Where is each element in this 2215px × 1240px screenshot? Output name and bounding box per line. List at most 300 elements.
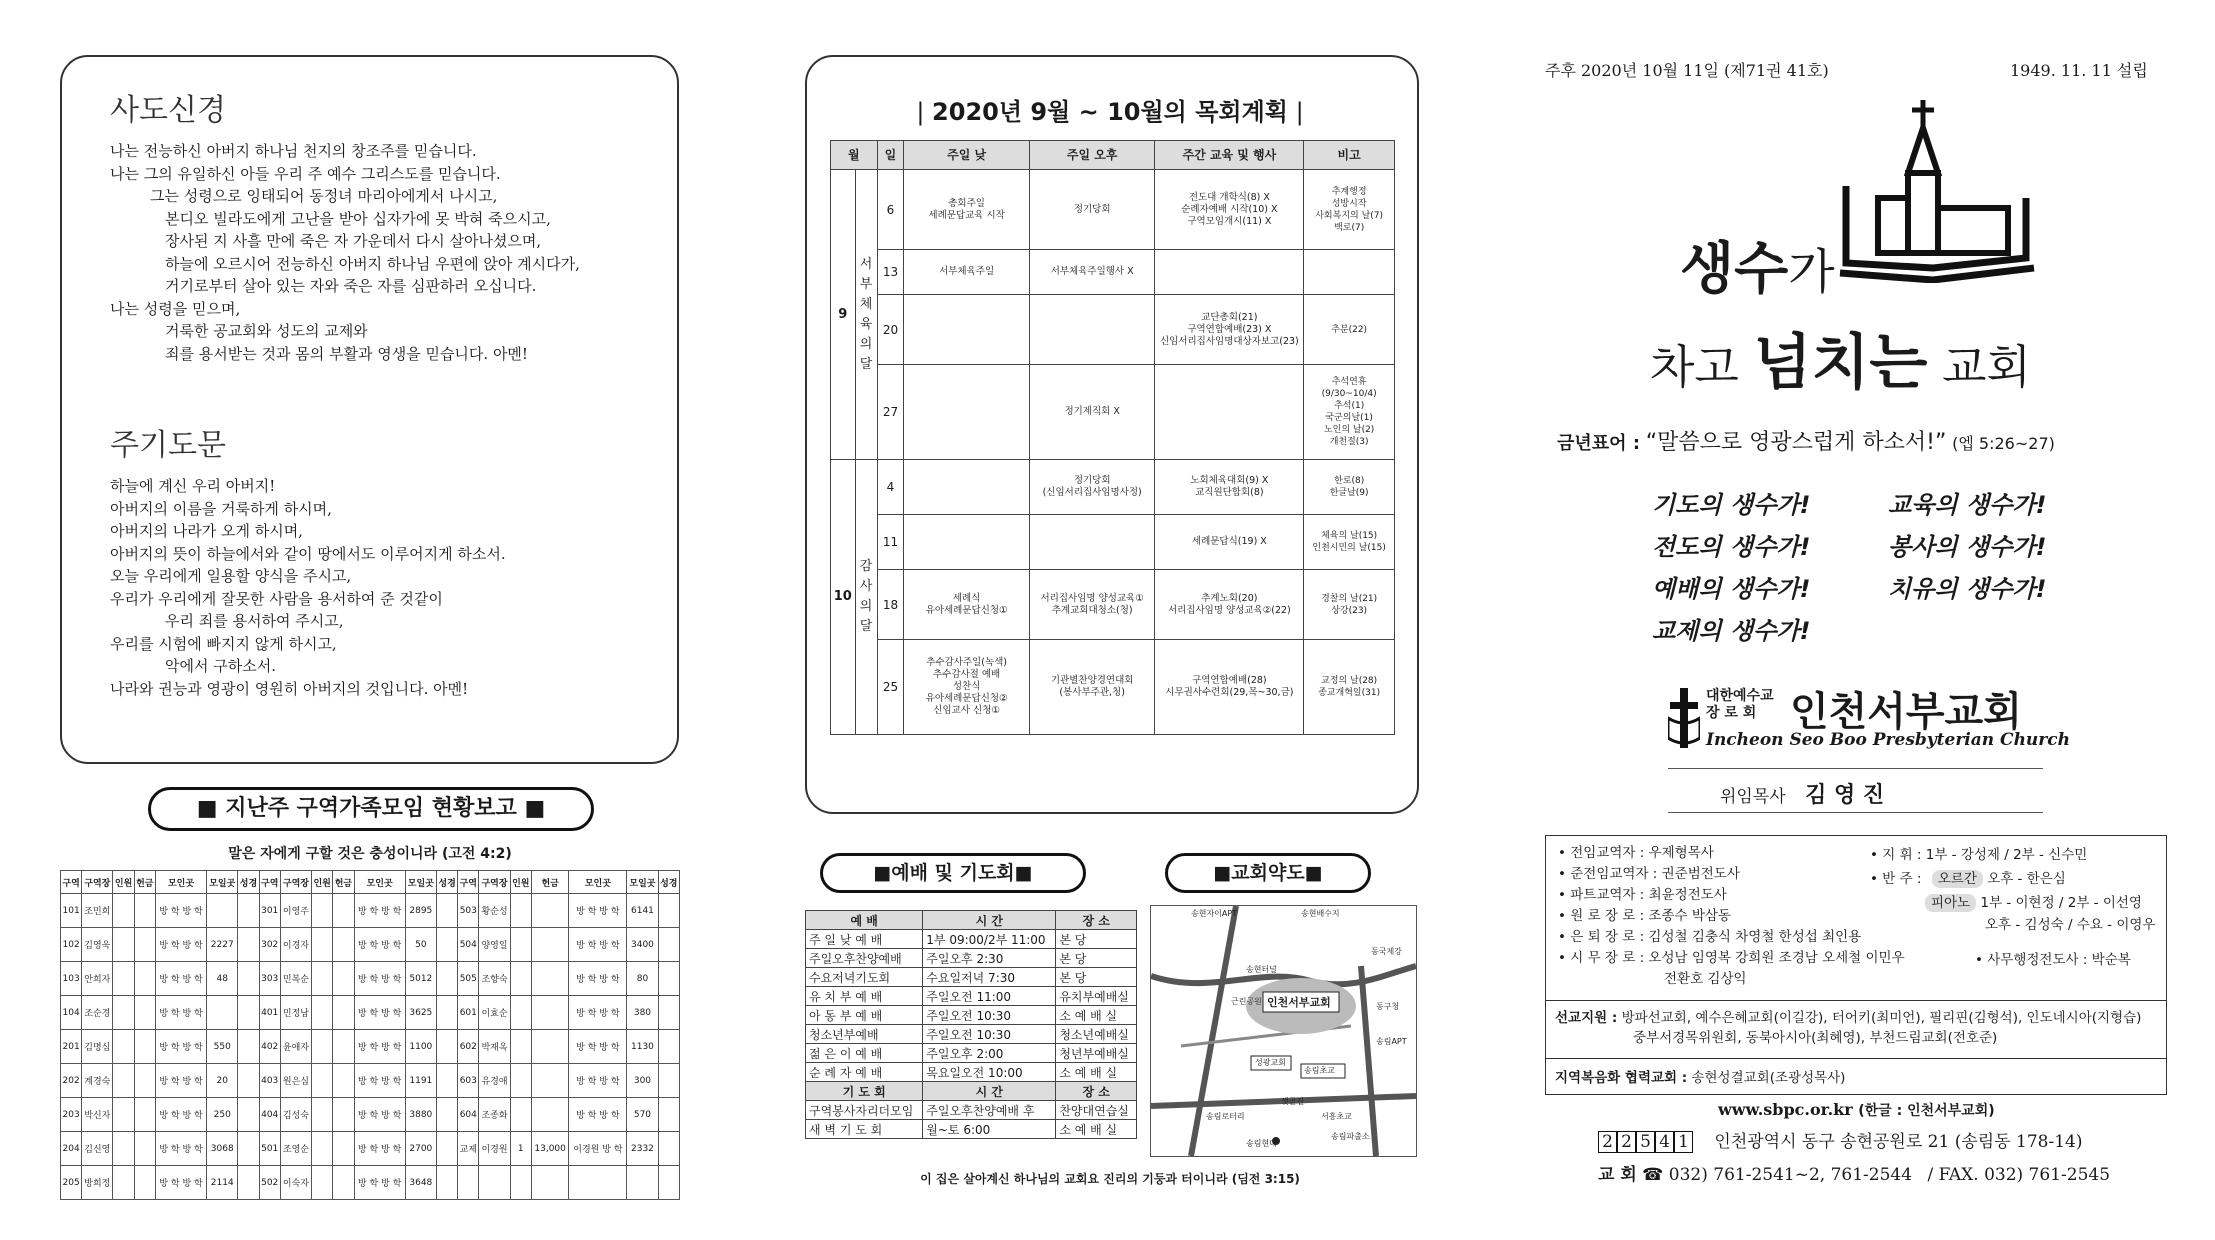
report-cell: 방 학 방 학 <box>155 1064 206 1098</box>
report-cell: 방 학 방 학 <box>354 1166 405 1200</box>
church-name: 인천서부교회 <box>1790 689 2022 735</box>
worship-row <box>806 987 1137 1006</box>
report-cell: 303 <box>259 962 280 996</box>
report-cell: 계경숙 <box>82 1064 113 1098</box>
address-text: 인천광역시 동구 송현공원로 21 (송림동 178-14) <box>1714 1132 2083 1152</box>
plan-month: 10 <box>831 460 856 735</box>
plan-header-cell: 월 <box>831 141 878 170</box>
report-header-cell: 헌금 <box>134 871 155 894</box>
motto <box>1557 425 2055 456</box>
report-cell <box>531 928 569 962</box>
map-label: 서흥초교 <box>1321 1112 1352 1121</box>
plan-note-cell: 추계행정 성방시작 사회복지의 날(7) 백로(7) <box>1304 170 1395 250</box>
slogan-ga: 가 <box>1788 244 1835 300</box>
report-cell: 방 학 방 학 <box>155 928 206 962</box>
worship-cell: 소 예 배 실 <box>1056 1006 1137 1025</box>
report-cell <box>113 1064 134 1098</box>
map-label: 송현자이APT <box>1191 909 1238 918</box>
staff-accompanist-label: • 반 주 : <box>1870 871 1922 887</box>
motto-label: 금년표어 : <box>1557 433 1641 454</box>
mission-divider <box>1545 1058 2167 1059</box>
map-label: 송현터널 <box>1246 965 1277 974</box>
report-cell <box>333 996 354 1030</box>
plan-row <box>831 460 1395 515</box>
report-cell: 윤애자 <box>280 1030 311 1064</box>
worship-cell: 주일오후 2:30 <box>923 949 1056 968</box>
cry-item: 예배의 생수가! <box>1652 575 1811 603</box>
report-header-cell: 성경 <box>238 871 259 894</box>
staff-divider <box>1545 1000 2167 1001</box>
motto-ref: (엡 5:26~27) <box>1952 434 2055 453</box>
cry-item: 교육의 생수가! <box>1888 491 2047 519</box>
worship-cell: 시 간 <box>923 1082 1056 1101</box>
worship-cell: 유 치 부 예 배 <box>806 987 923 1006</box>
report-cell <box>312 894 333 928</box>
staff-line: 전환호 김상익 <box>1664 971 1747 987</box>
report-cell: 황순성 <box>479 894 510 928</box>
report-cell <box>238 928 259 962</box>
report-cell: 방 학 방 학 <box>354 1064 405 1098</box>
worship-footer: 이 집은 살아계신 하나님의 교회요 진리의 기둥과 터이니라 (딤전 3:15) <box>920 1172 1300 1186</box>
report-row <box>61 894 680 928</box>
creed-line: 나는 성령을 믿으며, <box>110 299 241 318</box>
report-cell <box>238 962 259 996</box>
plan-month-theme: 감사의달 <box>855 460 877 735</box>
plan-pm-cell: 정기당회 (신임서리집사임명사정) <box>1029 460 1155 515</box>
plan-am-cell: 서부체육주일 <box>904 250 1030 295</box>
report-row <box>61 1030 680 1064</box>
church-book-icon <box>1838 98 2036 283</box>
report-cell <box>238 1030 259 1064</box>
report-cell: 방 학 방 학 <box>569 894 627 928</box>
prayer-line: 아버지의 나라가 오게 하시며, <box>110 522 303 540</box>
prayer-title: 주기도문 <box>110 428 226 463</box>
report-cell: 50 <box>405 928 436 962</box>
report-cell: 조민희 <box>82 894 113 928</box>
zip-digit: 2 <box>1598 1131 1617 1153</box>
map-label: 송림APT <box>1376 1037 1407 1046</box>
plan-am-cell <box>904 365 1030 460</box>
report-cell: 유경애 <box>479 1064 510 1098</box>
plan-day-cell: 11 <box>877 515 904 570</box>
report-cell: 604 <box>458 1098 479 1132</box>
map-label: 성광교회 <box>1255 1058 1286 1067</box>
report-cell: 방 학 방 학 <box>354 996 405 1030</box>
plan-pm-cell <box>1029 295 1155 365</box>
report-cell: 민복순 <box>280 962 311 996</box>
report-header-cell: 모인곳 <box>569 871 627 894</box>
worship-cell: 1부 09:00/2부 11:00 <box>923 930 1056 949</box>
report-cell: 501 <box>259 1132 280 1166</box>
prayer-line: 하늘에 계신 우리 아버지! <box>110 477 276 495</box>
report-cell: 김영욱 <box>82 928 113 962</box>
report-cell: 102 <box>61 928 82 962</box>
worship-cell: 수요일저녁 7:30 <box>923 968 1056 987</box>
report-cell <box>207 894 238 928</box>
report-cell <box>658 996 679 1030</box>
plan-note-cell <box>1304 250 1395 295</box>
report-cell <box>113 894 134 928</box>
church-map <box>1150 905 1417 1157</box>
report-header-cell: 구역장 <box>479 871 510 894</box>
plan-day-cell: 13 <box>877 250 904 295</box>
report-header-cell: 헌금 <box>333 871 354 894</box>
zip-digit: 1 <box>1674 1131 1693 1153</box>
plan-note-cell: 추석연휴 (9/30~10/4) 추석(1) 국군의날(1) 노인의 날(2) 개천절(3) <box>1304 365 1395 460</box>
worship-row <box>806 1120 1137 1139</box>
report-cell <box>134 1098 155 1132</box>
denomination-line1: 대한예수교 <box>1706 688 1774 704</box>
creed-title: 사도신경 <box>110 93 226 128</box>
report-cell: 300 <box>627 1064 658 1098</box>
denomination <box>1706 688 1774 722</box>
plan-pm-cell: 기관별찬양경연대회 (봉사부주관,청) <box>1029 640 1155 735</box>
worship-cell: 순 례 자 예 배 <box>806 1063 923 1082</box>
report-cell <box>436 1132 457 1166</box>
creed-line: 거룩한 공교회와 성도의 교제와 <box>165 322 368 340</box>
report-cell: 570 <box>627 1098 658 1132</box>
church-english: Incheon Seo Boo Presbyterian Church <box>1706 730 2070 750</box>
map-label: 송림파출소 <box>1331 1132 1370 1141</box>
report-cell: 방 학 방 학 <box>569 962 627 996</box>
report-cell <box>658 962 679 996</box>
prayer-line: 오늘 우리에게 일용할 양식을 주시고, <box>110 567 352 585</box>
creed-text <box>110 140 580 365</box>
report-cell: 1130 <box>627 1030 658 1064</box>
report-cell <box>312 996 333 1030</box>
report-cell: 김신영 <box>82 1132 113 1166</box>
worship-row <box>806 949 1137 968</box>
staff-line: • 파트교역자 : 최윤정전도사 <box>1558 887 1727 903</box>
report-cell: 250 <box>207 1098 238 1132</box>
report-cell: 방 학 방 학 <box>155 1166 206 1200</box>
plan-week-cell: 구역연합예배(28) 시무권사수련회(29,목~30,금) <box>1155 640 1304 735</box>
report-cell: 203 <box>61 1098 82 1132</box>
worship-cell: 찬양대연습실 <box>1056 1101 1137 1120</box>
report-cell <box>658 1098 679 1132</box>
address-line <box>1598 1127 2082 1153</box>
plan-note-cell: 체육의 날(15) 인천시민의 날(15) <box>1304 515 1395 570</box>
report-cell: 204 <box>61 1132 82 1166</box>
plan-title-text: 2020년 9월 ~ 10월의 목회계획 <box>932 98 1288 126</box>
mission-label: 선교지원 : <box>1555 1010 1618 1026</box>
report-cell: 1191 <box>405 1064 436 1098</box>
report-cell <box>312 1166 333 1200</box>
report-cell: 302 <box>259 928 280 962</box>
report-cell <box>531 1166 569 1200</box>
worship-cell: 주 일 낮 예 배 <box>806 930 923 949</box>
report-cell: 3400 <box>627 928 658 962</box>
report-cell: 박재옥 <box>479 1030 510 1064</box>
creed-line: 하늘에 오르시어 전능하신 아버지 하나님 우편에 앉아 계시다가, <box>165 254 580 273</box>
map-title: ■교회약도■ <box>1165 853 1371 893</box>
prayer-text <box>110 475 506 700</box>
zip-digit: 2 <box>1617 1131 1636 1153</box>
report-table <box>60 870 680 1200</box>
plan-header-cell: 일 <box>877 141 904 170</box>
phone-icon: ☎ <box>1642 1165 1664 1185</box>
map-label: 동구청 <box>1376 1002 1400 1011</box>
worship-cell: 주일오후찬양예배 <box>806 949 923 968</box>
report-cell <box>333 1064 354 1098</box>
report-cell: 48 <box>207 962 238 996</box>
report-cell: 방 학 방 학 <box>569 1064 627 1098</box>
mission <box>1555 1008 2141 1048</box>
report-cell: 방 학 방 학 <box>354 1098 405 1132</box>
slogan-line2 <box>1650 315 2031 401</box>
plan-row <box>831 570 1395 640</box>
cry-item: 기도의 생수가! <box>1652 491 1811 519</box>
report-cell: 205 <box>61 1166 82 1200</box>
report-header-cell: 성경 <box>658 871 679 894</box>
plan-header-cell: 주일 오후 <box>1029 141 1155 170</box>
plan-week-cell: 추계노회(20) 서리집사임명 양성교육②(22) <box>1155 570 1304 640</box>
organ-badge: 오르간 <box>1932 870 1983 888</box>
plan-month-theme: 서부체육의달 <box>855 170 877 460</box>
report-header-cell: 인원 <box>113 871 134 894</box>
report-cell: 602 <box>458 1030 479 1064</box>
report-cell <box>134 1132 155 1166</box>
report-cell <box>531 1098 569 1132</box>
fax-number: / FAX. 032) 761-2545 <box>1927 1165 2111 1185</box>
pastor-label: 위임목사 <box>1720 787 1786 807</box>
slogan-overflow: 넘치는 <box>1753 328 1928 398</box>
report-cell: 503 <box>458 894 479 928</box>
report-cell <box>458 1166 479 1200</box>
report-cell <box>658 894 679 928</box>
worship-cell: 소 예 배 실 <box>1056 1120 1137 1139</box>
partner-text: 송현성결교회(조광성목사) <box>1691 1070 1846 1086</box>
plan-week-cell <box>1155 365 1304 460</box>
report-cell <box>510 1064 531 1098</box>
report-cell <box>333 1098 354 1132</box>
worship-row <box>806 1044 1137 1063</box>
plan-note-cell: 추분(22) <box>1304 295 1395 365</box>
phone-line <box>1598 1160 2110 1185</box>
report-cell: 방 학 방 학 <box>155 894 206 928</box>
worship-cell: 본 당 <box>1056 968 1137 987</box>
report-cell: 원은심 <box>280 1064 311 1098</box>
staff-accompanist <box>1870 867 2066 887</box>
slogan-church: 교회 <box>1927 340 2031 394</box>
plan-row <box>831 640 1395 735</box>
plan-week-cell <box>1155 250 1304 295</box>
report-cell: 민정남 <box>280 996 311 1030</box>
report-cell: 이영주 <box>280 894 311 928</box>
report-cell <box>113 1098 134 1132</box>
worship-header-row <box>806 1082 1137 1101</box>
zip-digit: 4 <box>1655 1131 1674 1153</box>
piano-badge: 피아노 <box>1925 894 1976 912</box>
report-cell: 조영순 <box>280 1132 311 1166</box>
prayer-line: 악에서 구하소서. <box>165 657 276 675</box>
report-row <box>61 962 680 996</box>
report-cell: 방 학 방 학 <box>569 1098 627 1132</box>
report-cell <box>658 1064 679 1098</box>
plan-week-cell: 세례문답식(19) X <box>1155 515 1304 570</box>
report-cell: 601 <box>458 996 479 1030</box>
mission-text: 방파선교회, 예수은혜교회(이길강), 터어키(최미언), 필리핀(김형석), 인도네시아(지형습) <box>1621 1010 2142 1026</box>
report-cell <box>436 1098 457 1132</box>
report-cell <box>113 996 134 1030</box>
worship-row <box>806 930 1137 949</box>
phone-label: 교 회 <box>1598 1165 1637 1185</box>
report-cell: 박신자 <box>82 1098 113 1132</box>
worship-cell: 청년부예배실 <box>1056 1044 1137 1063</box>
report-cell <box>238 1098 259 1132</box>
pastor-divider <box>1668 768 2043 769</box>
website-kr: (한글 : 인천서부교회) <box>1858 1103 1995 1119</box>
prayer-line: 아버지의 뜻이 하늘에서와 같이 땅에서도 이루어지게 하소서. <box>110 544 506 563</box>
founded-date: 1949. 11. 11 설립 <box>2010 61 2148 80</box>
plan-week-cell: 노회체육대회(9) X 교직원단합회(8) <box>1155 460 1304 515</box>
report-cell <box>510 1098 531 1132</box>
report-cell: 이효순 <box>479 996 510 1030</box>
report-title: ■ 지난주 구역가족모임 현황보고 ■ <box>148 787 594 831</box>
plan-row <box>831 170 1395 250</box>
plan-day-cell: 20 <box>877 295 904 365</box>
report-cell <box>479 1166 510 1200</box>
worship-cell: 수요저녁기도회 <box>806 968 923 987</box>
cry-item: 치유의 생수가! <box>1888 575 2047 603</box>
partner-label: 지역복음화 협력교회 : <box>1555 1070 1688 1086</box>
cry-item: 전도의 생수가! <box>1652 533 1811 561</box>
report-cell <box>436 1064 457 1098</box>
report-header-cell: 인원 <box>510 871 531 894</box>
report-cell <box>113 962 134 996</box>
report-cell: 504 <box>458 928 479 962</box>
report-cell: 20 <box>207 1064 238 1098</box>
plan-note-cell: 교정의 날(28) 종교개혁일(31) <box>1304 640 1395 735</box>
report-cell <box>510 996 531 1030</box>
report-cell: 이경원 <box>479 1132 510 1166</box>
worship-cell: 아 동 부 예 배 <box>806 1006 923 1025</box>
report-cell <box>113 1132 134 1166</box>
report-cell: 방 학 방 학 <box>354 894 405 928</box>
report-cell: 방 학 방 학 <box>354 1132 405 1166</box>
report-verse: 말은 자에게 구할 것은 충성이니라 (고전 4:2) <box>228 846 512 862</box>
report-cell: 이경원 방 학 <box>569 1132 627 1166</box>
report-cell <box>134 1166 155 1200</box>
report-cell: 방 학 방 학 <box>569 928 627 962</box>
map-label: 동국제강 <box>1371 947 1402 956</box>
report-cell <box>569 1166 627 1200</box>
creed-line: 거기로부터 살아 있는 자와 죽은 자를 심판하러 오십니다. <box>165 277 537 295</box>
plan-day-cell: 25 <box>877 640 904 735</box>
plan-note-cell: 경찰의 날(21) 상강(23) <box>1304 570 1395 640</box>
report-cell: 방 학 방 학 <box>569 996 627 1030</box>
website <box>1718 1100 1995 1120</box>
report-row <box>61 928 680 962</box>
report-cell <box>312 1030 333 1064</box>
website-url[interactable]: www.sbpc.or.kr <box>1718 1100 1853 1119</box>
plan-am-cell <box>904 295 1030 365</box>
report-cell <box>113 1030 134 1064</box>
staff-piano-line2: 오후 - 김성숙 / 수요 - 이영우 <box>1985 917 2156 933</box>
plan-header-cell: 비고 <box>1304 141 1395 170</box>
report-cell: 101 <box>61 894 82 928</box>
report-cell <box>658 1132 679 1166</box>
report-cell: 조순경 <box>82 996 113 1030</box>
worship-cell: 목요일오전 10:00 <box>923 1063 1056 1082</box>
report-cell <box>134 894 155 928</box>
plan-header-cell: 주일 낮 <box>904 141 1030 170</box>
report-cell <box>531 1064 569 1098</box>
report-cell: 방 학 방 학 <box>569 1030 627 1064</box>
creed-line: 그는 성령으로 잉태되어 동정녀 마리아에게서 나시고, <box>150 187 498 205</box>
report-cell: 103 <box>61 962 82 996</box>
worship-cell: 청소년예배실 <box>1056 1025 1137 1044</box>
report-header-cell: 모인곳 <box>155 871 206 894</box>
report-cell <box>134 1030 155 1064</box>
report-cell: 이경자 <box>280 928 311 962</box>
report-cell: 505 <box>458 962 479 996</box>
plan-am-cell: 세례식 유아세례문답신청① <box>904 570 1030 640</box>
cross-logo-icon <box>1668 688 1700 748</box>
worship-row <box>806 1063 1137 1082</box>
plan-pm-cell: 정기당회 <box>1029 170 1155 250</box>
report-cell: 3625 <box>405 996 436 1030</box>
report-cell <box>134 996 155 1030</box>
plan-day-cell: 18 <box>877 570 904 640</box>
report-header-cell: 인원 <box>312 871 333 894</box>
worship-title: ■예배 및 기도회■ <box>820 853 1086 893</box>
report-header-cell: 구역 <box>259 871 280 894</box>
plan-am-cell <box>904 460 1030 515</box>
report-header-cell: 모인곳 <box>354 871 405 894</box>
report-cell: 2227 <box>207 928 238 962</box>
report-cell: 조향숙 <box>479 962 510 996</box>
mission-text2: 중부서경목위원회, 동북아시아(최혜영), 부천드림교회(전호준) <box>1633 1030 1998 1046</box>
report-cell <box>436 1030 457 1064</box>
plan-am-cell: 추수감사주일(녹색) 추수감사절 예배 성찬식 유아세례문답신청② 신임교사 신청① <box>904 640 1030 735</box>
report-header-cell: 성경 <box>436 871 457 894</box>
prayer-line: 우리 죄를 용서하여 주시고, <box>165 612 344 630</box>
report-cell: 안희자 <box>82 962 113 996</box>
plan-row <box>831 250 1395 295</box>
partner <box>1555 1066 1845 1086</box>
report-cell: 603 <box>458 1064 479 1098</box>
creed-line: 본디오 빌라도에게 고난을 받아 십자가에 못 박혀 죽으시고, <box>165 209 551 228</box>
report-cell: 1100 <box>405 1030 436 1064</box>
worship-cell: 유치부예배실 <box>1056 987 1137 1006</box>
staff-piano-line: 1부 - 이현정 / 2부 - 이선영 <box>1980 895 2142 911</box>
report-cell: 2895 <box>405 894 436 928</box>
map-label: 샛골길 <box>1281 1097 1305 1106</box>
report-cell: 5012 <box>405 962 436 996</box>
report-cell <box>113 1166 134 1200</box>
report-cell: 104 <box>61 996 82 1030</box>
report-cell <box>531 996 569 1030</box>
report-cell: 조종화 <box>479 1098 510 1132</box>
report-cell <box>312 1098 333 1132</box>
report-cell <box>333 894 354 928</box>
report-cell <box>134 962 155 996</box>
denomination-line2: 장 로 회 <box>1706 705 1757 721</box>
report-cell: 550 <box>207 1030 238 1064</box>
report-cell <box>333 962 354 996</box>
prayer-line: 우리가 우리에게 잘못한 사람을 용서하여 준 것같이 <box>110 589 443 608</box>
report-cell: 이숙자 <box>280 1166 311 1200</box>
plan-week-cell: 교단총회(21) 구역연합예배(23) X 신임서리집사임명대상자보고(23) <box>1155 295 1304 365</box>
report-cell: 2332 <box>627 1132 658 1166</box>
report-cell <box>436 996 457 1030</box>
phone-number: 032) 761-2541~2, 761-2544 <box>1668 1165 1913 1185</box>
report-cell: 3880 <box>405 1098 436 1132</box>
report-cell: 1 <box>510 1132 531 1166</box>
creed-line: 죄를 용서받는 것과 몸의 부활과 영생을 믿습니다. 아멘! <box>165 344 528 363</box>
worship-cell: 청소년부예배 <box>806 1025 923 1044</box>
